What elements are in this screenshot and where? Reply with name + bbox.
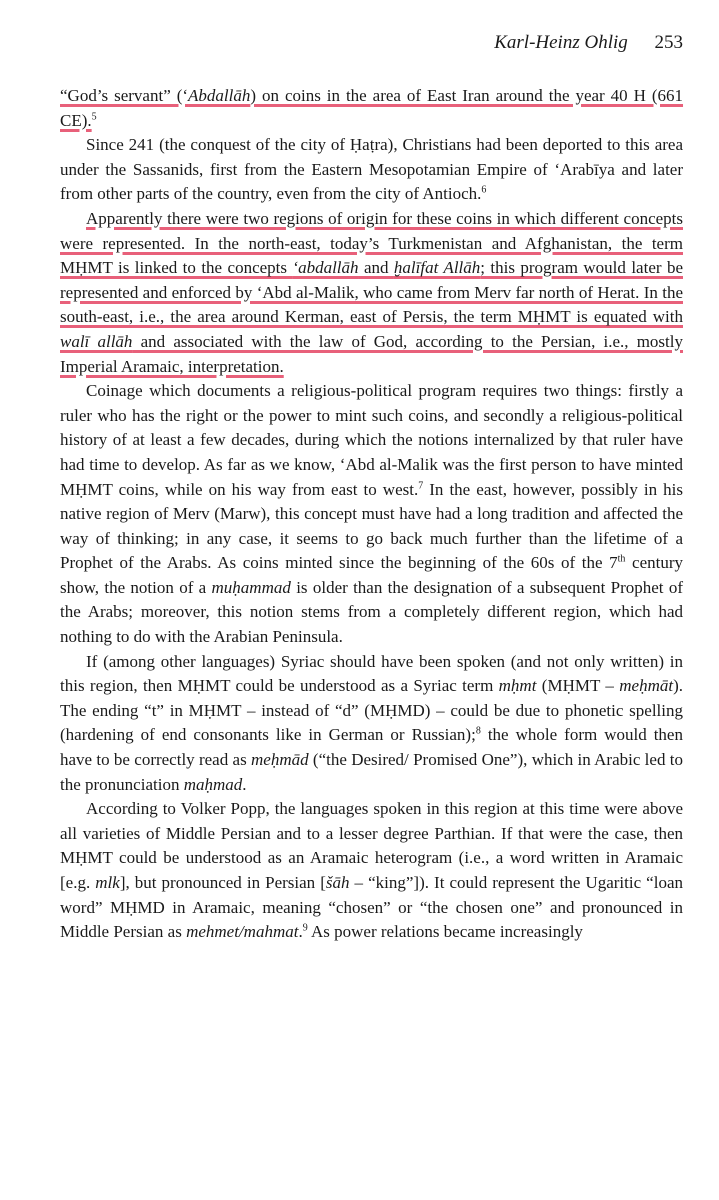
footnote-marker: 8 xyxy=(475,725,481,737)
text-run: ). The ending “t” in MḤMT – instead of “d” (MḤMD) – could be due to phonetic spelling (hardening of end consonants like in German or Russian); xyxy=(60,676,683,745)
text-run: . xyxy=(298,922,303,942)
highlight xyxy=(60,86,683,130)
footnote-marker: 9 xyxy=(302,922,308,934)
italic-term: Abdallāh xyxy=(188,86,251,105)
italic-term: mḥmt xyxy=(498,676,537,696)
paragraph xyxy=(60,133,683,207)
text-run: If (among other languages) Syriac should have been spoken (and not only written) in this region, then MḤMT could be understood as a Syriac term xyxy=(60,651,683,696)
text-run: the whole form would then have to be correctly read as xyxy=(60,725,683,770)
text-run: century show, the notion of a xyxy=(60,553,683,597)
text-run: is older than the designation of a subsequent Prophet of the Arabs; moreover, this notion stems from a completely different region, which had nothing to do with the Arabian Peninsula. xyxy=(60,577,683,647)
text-run: (MḤMT – xyxy=(536,676,620,696)
running-head-author: Karl-Heinz Ohlig xyxy=(494,32,628,53)
italic-term: šāh xyxy=(325,873,350,892)
italic-term: walī allāh xyxy=(60,331,133,351)
text-run: In the east, however, possibly in his native region of Merv (Marw), this concept must have had a long tradition and affected the way of thinking; in any case, it seems to go back much further than the lifetime of a Prophet of the Arabs. As coins minted since the beginning of the 60s of the 7 xyxy=(60,479,683,573)
text-run: (“the Desired/ Promised One”), which in Arabic led to the pronunciation xyxy=(60,750,683,794)
text-run: – “king”]). It could represent the Ugaritic “loan word” MḤMD in Aramaic, meaning “chosen” or “the chosen one” and pronounced in Middle Persian as xyxy=(60,873,683,942)
text-run: and xyxy=(358,258,394,278)
text-run: As power relations became increasingly xyxy=(307,922,583,942)
paragraph xyxy=(60,379,683,650)
paragraph xyxy=(60,84,683,133)
text-run: Coinage which documents a religious-political program requires two things: firstly a ruler who has the right or the power to mint such coins, and secondly a religious-political history of at least a few decades, during which the notions internalized by that ruler have had time to develop. As far as we know, ‘Abd al-Malik was the first person to have minted MḤMT coins, while on his way from east to west. xyxy=(60,381,683,499)
italic-term: mlk xyxy=(95,873,120,892)
footnote-marker: 5 xyxy=(91,110,97,122)
body-text xyxy=(60,84,683,945)
italic-term: maḥmad xyxy=(183,774,243,794)
text-run: “God’s servant” (‘ xyxy=(60,86,189,105)
text-run: and associated with the law of God, according to the Persian, i.e., mostly Imperial Aramaic, interpretation. xyxy=(60,331,683,376)
italic-term: ḫalīfat Allāh xyxy=(393,258,481,278)
footnote-marker: 6 xyxy=(481,184,487,196)
text-run: Apparently there were two regions of origin for these coins in which different concepts were represented. In the north-east, today’s Turkmenistan and Afghanistan, the term MḤMT is linked to the concepts xyxy=(60,208,683,278)
italic-term: meḥmād xyxy=(251,750,309,770)
italic-term: mehmet/mahmat xyxy=(186,922,299,942)
running-head xyxy=(60,32,683,58)
italic-term: ‘abdallāh xyxy=(292,258,359,278)
highlight xyxy=(60,209,683,376)
italic-term: muḥammad xyxy=(211,577,291,597)
ordinal-suffix: th xyxy=(617,553,626,565)
page-number: 253 xyxy=(654,32,683,53)
text-run: Since 241 (the conquest of the city of Ḥaṭra), Christians had been deported to this area under the Sassanids, first from the Eastern Mesopotamian Empire of ‘Arabīya and later from other parts of the country, even from the city of Antioch. xyxy=(60,135,683,204)
text-run: ; this program would later be represented and enforced by ‘Abd al-Malik, who came from Merv far north of Herat. In the south-east, i.e., the area around Kerman, east of Persis, the term MḤMT is equated with xyxy=(60,258,683,327)
text-run: According to Volker Popp, the languages spoken in this region at this time were above all varieties of Middle Persian and to a lesser degree Parthian. If that were the case, then MḤMT could be understood as an Aramaic heterogram (i.e., a word written in Aramaic [e.g. xyxy=(60,799,683,892)
italic-term: meḥmāt xyxy=(619,676,674,696)
paragraph xyxy=(60,207,683,379)
text-run: ) on coins in the area of East Iran around the year 40 H (661 CE). xyxy=(60,86,684,130)
text-run: ], but pronounced in Persian [ xyxy=(119,873,326,892)
footnote-marker: 7 xyxy=(418,479,424,491)
paragraph xyxy=(60,650,683,798)
paragraph xyxy=(60,797,683,945)
text-run: . xyxy=(242,774,247,794)
